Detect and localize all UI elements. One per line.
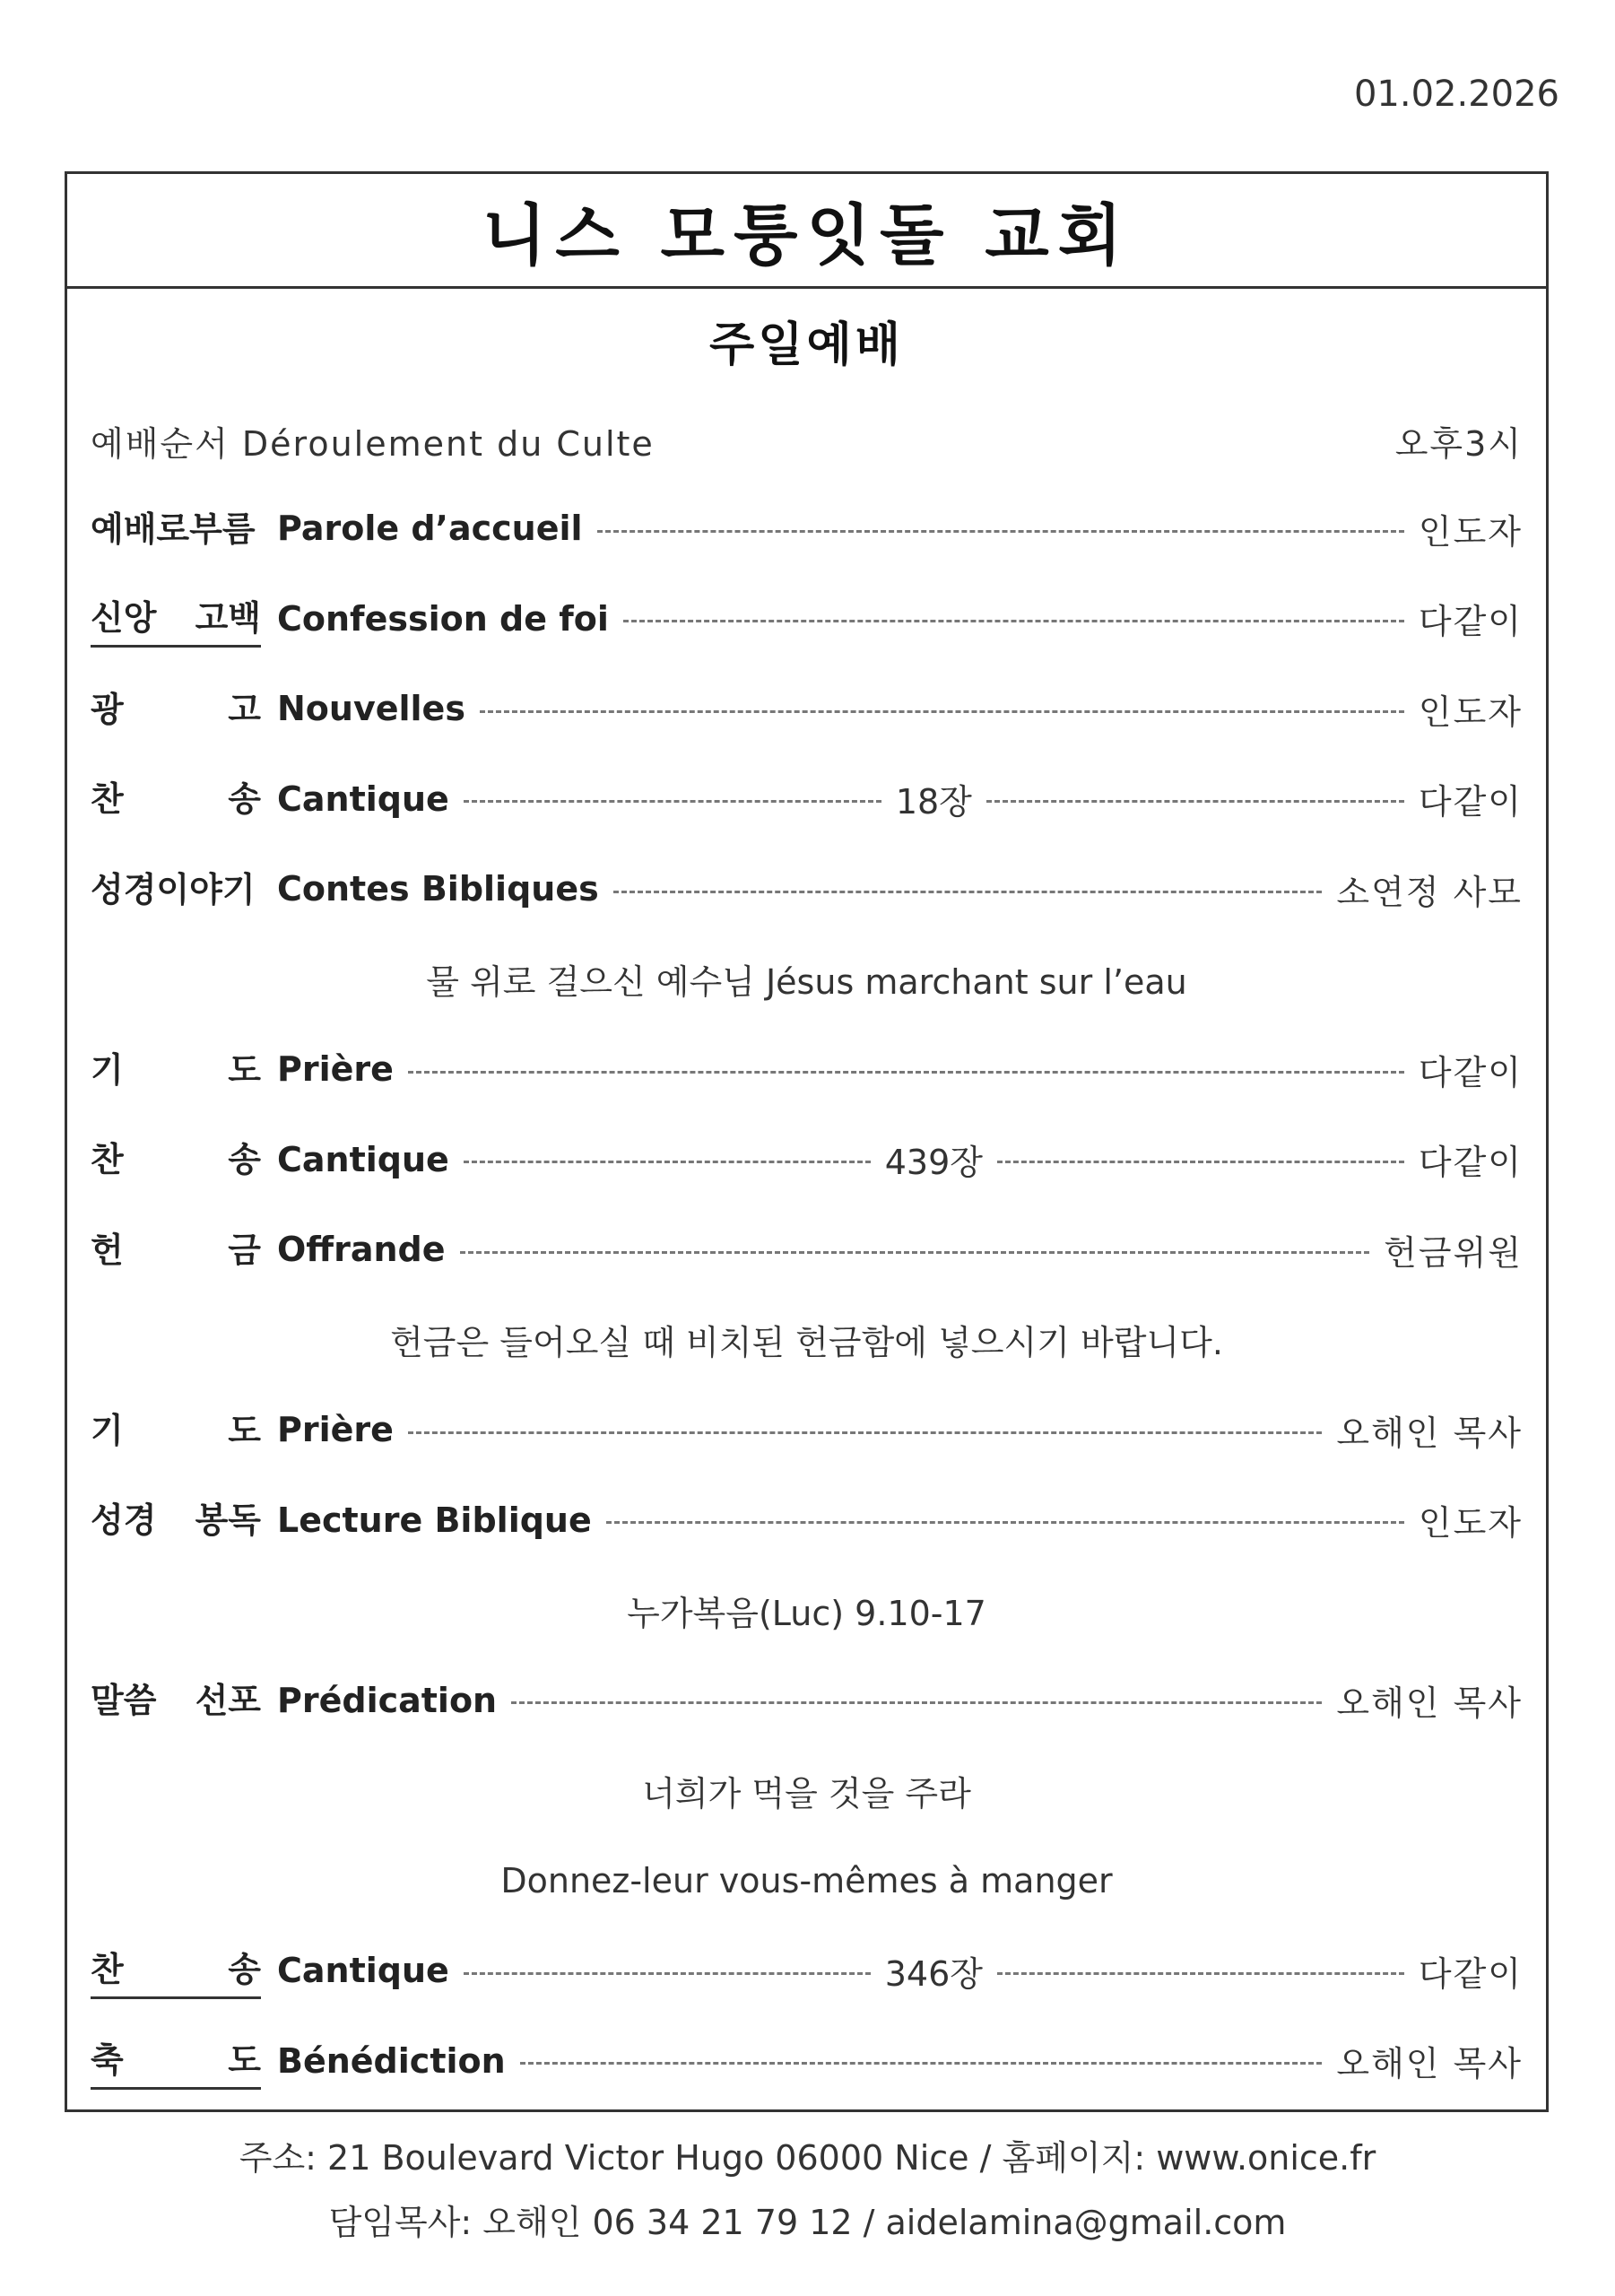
order-item-french-label: Cantique bbox=[277, 1139, 449, 1179]
order-item-leader: 오해인 목사 bbox=[1336, 1413, 1523, 1453]
korean-label-part: 선포 bbox=[195, 1681, 261, 1721]
leader-dots bbox=[408, 1431, 1322, 1434]
korean-label-part: 성경 bbox=[91, 1500, 157, 1541]
order-item bbox=[91, 574, 1523, 665]
order-item-korean-label bbox=[91, 1673, 261, 1727]
hymn-number: 18장 bbox=[895, 782, 972, 822]
bulletin-frame bbox=[65, 171, 1549, 2112]
order-item-leader: 다같이 bbox=[1418, 1953, 1523, 1994]
order-item-french-label: Cantique bbox=[277, 778, 449, 819]
order-item-korean-label bbox=[91, 1222, 261, 1277]
order-note: 물 위로 걸으신 예수님 Jésus marchant sur l’eau bbox=[426, 962, 1187, 1003]
order-item-french-label: Bénédiction bbox=[277, 2040, 506, 2081]
korean-label-part: 송 bbox=[228, 1950, 261, 1990]
order-item bbox=[91, 1475, 1523, 1566]
order-item-leader: 인도자 bbox=[1418, 511, 1523, 552]
order-item-korean-label bbox=[91, 1942, 261, 1999]
order-item-korean-label bbox=[91, 1132, 261, 1187]
order-item-leader: 헌금위원 bbox=[1384, 1232, 1523, 1273]
order-list bbox=[91, 483, 1523, 2106]
order-item-french-label: Parole d’accueil bbox=[277, 509, 583, 549]
footer-contact: 담임목사: 오해인 06 34 21 79 12 / aidelamina@gmail.com bbox=[328, 2203, 1287, 2242]
korean-label-part: 봉독 bbox=[195, 1500, 261, 1541]
order-item-french-label: Cantique bbox=[277, 1951, 449, 1991]
order-item-french-label: Prière bbox=[277, 1410, 394, 1450]
footer-address: 주소: 21 Boulevard Victor Hugo 06000 Nice / 홈페이지: www.onice.fr bbox=[239, 2138, 1376, 2178]
church-name: 니스 모퉁잇돌 교회 bbox=[67, 174, 1546, 289]
leader-dots bbox=[511, 1701, 1322, 1704]
hymn-number: 439장 bbox=[884, 1143, 983, 1183]
leader-dots bbox=[480, 710, 1404, 713]
korean-label-part: 금 bbox=[228, 1230, 261, 1270]
order-item-korean-label bbox=[91, 1403, 261, 1457]
order-item-french-label: Lecture Biblique bbox=[277, 1500, 592, 1540]
korean-label-part: 축 bbox=[91, 2039, 124, 2080]
leader-dots bbox=[623, 620, 1404, 622]
order-item-leader: 다같이 bbox=[1418, 1052, 1523, 1092]
order-item bbox=[91, 664, 1523, 754]
order-item-leader: 인도자 bbox=[1418, 691, 1523, 732]
order-note: 헌금은 들어오실 때 비치된 헌금함에 넣으시기 바랍니다. bbox=[390, 1323, 1223, 1363]
order-item bbox=[91, 483, 1523, 574]
leader-dots bbox=[997, 1161, 1404, 1163]
order-item bbox=[91, 1115, 1523, 1205]
leader-dots bbox=[464, 1972, 871, 1975]
order-item-leader: 다같이 bbox=[1418, 602, 1523, 642]
korean-label-part: 말씀 bbox=[91, 1681, 157, 1721]
order-item-leader: 인도자 bbox=[1418, 1503, 1523, 1544]
order-item-leader: 오해인 목사 bbox=[1336, 2044, 1523, 2084]
korean-label-part: 기 bbox=[91, 1049, 124, 1090]
korean-label-part: 도 bbox=[228, 1410, 261, 1450]
korean-label-part: 기 bbox=[91, 1410, 124, 1450]
order-item-french-label: Offrande bbox=[277, 1230, 446, 1270]
order-item bbox=[91, 2016, 1523, 2107]
bulletin-date: 01.02.2026 bbox=[1353, 74, 1559, 115]
order-item-korean-label bbox=[91, 1492, 261, 1547]
leader-dots bbox=[464, 1161, 871, 1163]
order-item-korean-label bbox=[91, 1042, 261, 1097]
order-note: 너희가 먹을 것을 주라 bbox=[642, 1773, 971, 1813]
korean-label-part: 헌 bbox=[91, 1230, 124, 1270]
leader-dots bbox=[986, 800, 1404, 803]
order-item-leader: 소연정 사모 bbox=[1336, 872, 1523, 912]
order-item bbox=[91, 1656, 1523, 1746]
hymn-number: 346장 bbox=[884, 1953, 983, 1994]
leader-dots bbox=[520, 2062, 1323, 2065]
order-item bbox=[91, 1024, 1523, 1115]
leader-dots bbox=[408, 1071, 1404, 1074]
service-time: 오후3시 bbox=[1394, 424, 1523, 464]
korean-label-part: 송 bbox=[228, 779, 261, 820]
korean-label-part: 신앙 bbox=[91, 597, 157, 638]
leader-dots bbox=[613, 891, 1323, 893]
korean-label-part: 찬 bbox=[91, 1140, 124, 1180]
order-item-french-label: Prière bbox=[277, 1049, 394, 1090]
order-item-french-label: Nouvelles bbox=[277, 689, 465, 729]
korean-label-part: 고 bbox=[228, 689, 261, 729]
korean-label-part: 예배로부름 bbox=[91, 509, 256, 549]
korean-label-part: 송 bbox=[228, 1140, 261, 1180]
order-item-french-label: Contes Bibliques bbox=[277, 869, 599, 909]
leader-dots bbox=[597, 530, 1404, 533]
korean-label-part: 광 bbox=[91, 689, 124, 729]
order-header-label: 예배순서 Déroulement du Culte bbox=[91, 424, 655, 464]
order-item-leader: 다같이 bbox=[1418, 782, 1523, 822]
order-item-korean-label bbox=[91, 501, 261, 556]
order-note: 누가복음(Luc) 9.10-17 bbox=[627, 1593, 986, 1633]
order-item bbox=[91, 1385, 1523, 1475]
order-item-french-label: Confession de foi bbox=[277, 598, 609, 639]
order-item bbox=[91, 1926, 1523, 2016]
order-item bbox=[91, 844, 1523, 935]
order-item-korean-label bbox=[91, 590, 261, 648]
service-title: 주일예배 bbox=[709, 318, 904, 372]
leader-dots bbox=[606, 1521, 1404, 1524]
korean-label-part: 찬 bbox=[91, 1950, 124, 1990]
order-note: Donnez-leur vous-mêmes à manger bbox=[500, 1860, 1113, 1900]
order-item bbox=[91, 754, 1523, 845]
order-header bbox=[91, 416, 1523, 465]
order-item-korean-label bbox=[91, 862, 261, 917]
order-item-korean-label bbox=[91, 2032, 261, 2090]
leader-dots bbox=[464, 800, 881, 803]
korean-label-part: 성경이야기 bbox=[91, 869, 256, 909]
korean-label-part: 고백 bbox=[195, 597, 261, 638]
order-item-french-label: Prédication bbox=[277, 1680, 498, 1720]
order-item-korean-label bbox=[91, 771, 261, 826]
order-item-korean-label bbox=[91, 682, 261, 736]
korean-label-part: 찬 bbox=[91, 779, 124, 820]
leader-dots bbox=[997, 1972, 1404, 1975]
order-item-leader: 오해인 목사 bbox=[1336, 1683, 1523, 1724]
order-item-leader: 다같이 bbox=[1418, 1143, 1523, 1183]
korean-label-part: 도 bbox=[228, 2039, 261, 2080]
order-item bbox=[91, 1205, 1523, 1295]
leader-dots bbox=[460, 1251, 1370, 1254]
korean-label-part: 도 bbox=[228, 1049, 261, 1090]
